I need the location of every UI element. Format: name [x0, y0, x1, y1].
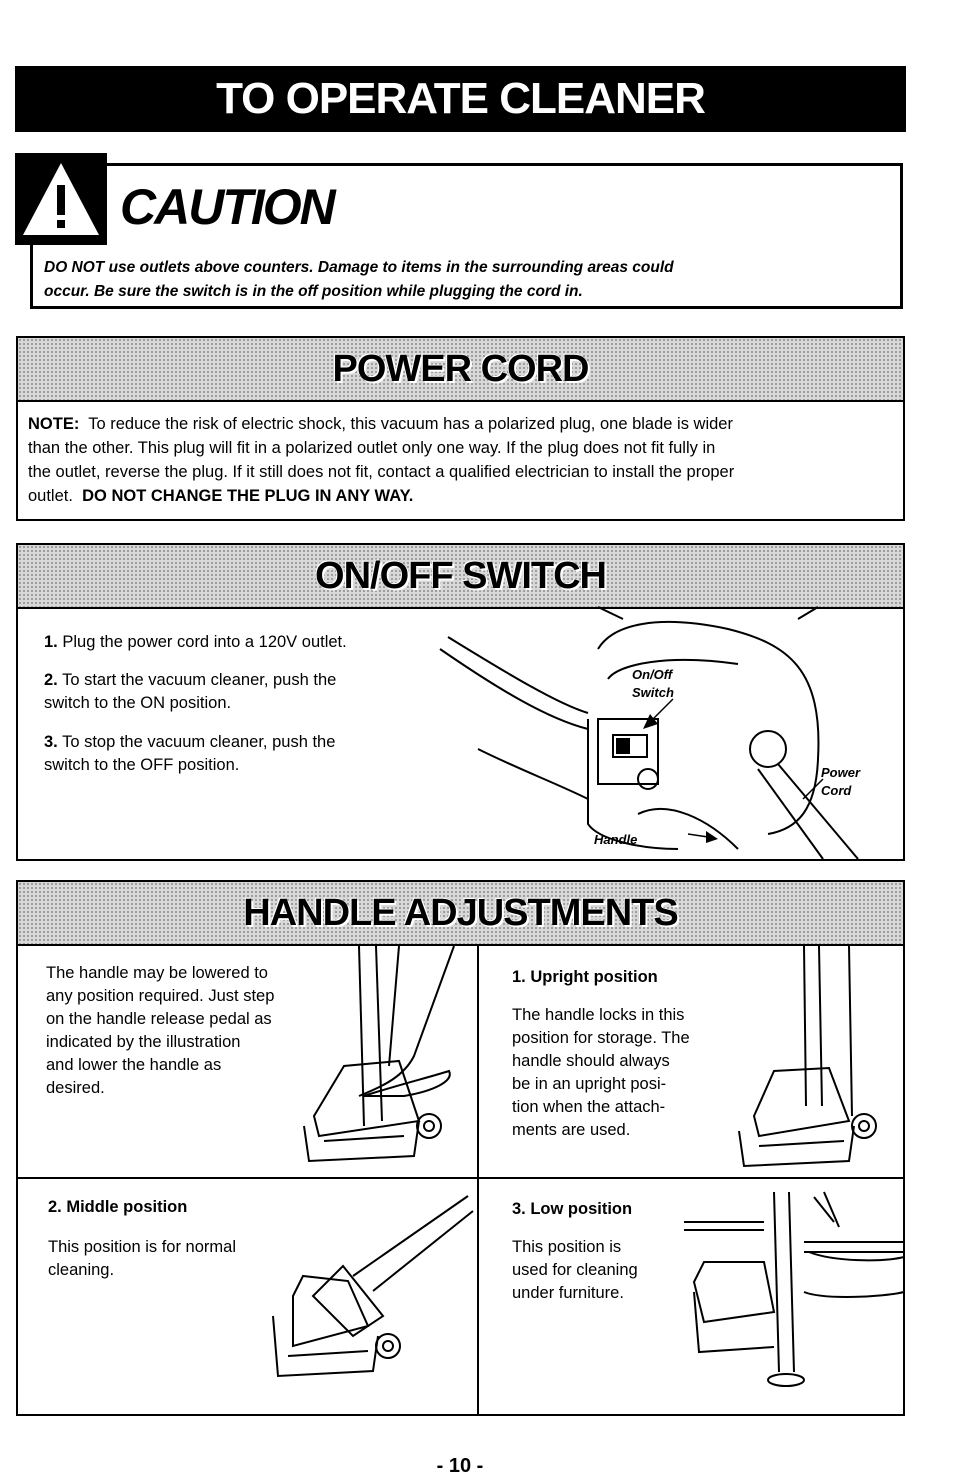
- warning-triangle-icon: [15, 153, 107, 245]
- note-label: NOTE:: [28, 415, 80, 433]
- onoff-title: ON/OFF SWITCH: [315, 555, 606, 597]
- middle-title: 2. Middle position: [48, 1198, 188, 1216]
- caution-heading: CAUTION: [120, 179, 334, 235]
- handle-divider-vertical: [477, 944, 479, 1416]
- page-number: - 10 -: [436, 1455, 484, 1477]
- power-cord-note: [28, 412, 900, 508]
- middle-text: This position is for normal cleaning.: [48, 1238, 236, 1279]
- power-cord-title: POWER CORD: [332, 348, 589, 390]
- handle-title: HANDLE ADJUSTMENTS: [243, 892, 678, 934]
- note-line-3: the outlet, reverse the plug. If it still does not fit, contact a qualified electrician to install the proper: [28, 463, 735, 481]
- warning-block: [15, 153, 107, 245]
- onoff-illustration: [438, 609, 898, 859]
- handle-section: [16, 880, 905, 1416]
- caution-text: [44, 256, 884, 304]
- onoff-section: [16, 543, 905, 861]
- page-banner-title: TO OPERATE CLEANER: [15, 66, 906, 132]
- onoff-step-3: 3. To stop the vacuum cleaner, push the switch to the OFF position.: [44, 733, 336, 774]
- label-handle: Handle: [594, 832, 638, 847]
- power-cord-section: [16, 336, 905, 521]
- upright-title: 1. Upright position: [512, 968, 658, 986]
- note-line-1: To reduce the risk of electric shock, this vacuum has a polarized plug, one blade is wider: [88, 415, 733, 433]
- low-illustration: [664, 1182, 904, 1402]
- note-line-4: outlet.: [28, 487, 73, 505]
- low-title: 3. Low position: [512, 1200, 633, 1218]
- pedal-illustration: [304, 946, 464, 1176]
- label-power-cord: Power Cord: [821, 765, 861, 798]
- label-on-off-switch: On/Off Switch: [632, 667, 674, 700]
- caution-line-2: occur. Be sure the switch is in the off position while plugging the cord in.: [44, 283, 583, 300]
- onoff-step-2: 2. To start the vacuum cleaner, push the switch to the ON position.: [44, 671, 337, 712]
- caution-line-1: DO NOT use outlets above counters. Damage to items in the surrounding areas could: [44, 259, 674, 276]
- upright-illustration: [734, 946, 884, 1176]
- low-text: This position is used for cleaning under furniture.: [512, 1238, 638, 1302]
- note-line-2: than the other. This plug will fit in a polarized outlet only one way. If the plug does not fit fully in: [28, 439, 716, 457]
- upright-text: The handle locks in this position for storage. The handle should always be in an upright posi- tion when the attach- ments are used.: [512, 1006, 690, 1139]
- onoff-step-1: 1. Plug the power cord into a 120V outlet.: [44, 633, 347, 651]
- note-warning: DO NOT CHANGE THE PLUG IN ANY WAY.: [82, 487, 414, 505]
- middle-illustration: [253, 1196, 473, 1396]
- handle-divider-horizontal: [18, 1177, 903, 1179]
- handle-intro: The handle may be lowered to any position required. Just step on the handle release pedal as indicated by the illustration and lower the handle as desired.: [46, 964, 275, 1097]
